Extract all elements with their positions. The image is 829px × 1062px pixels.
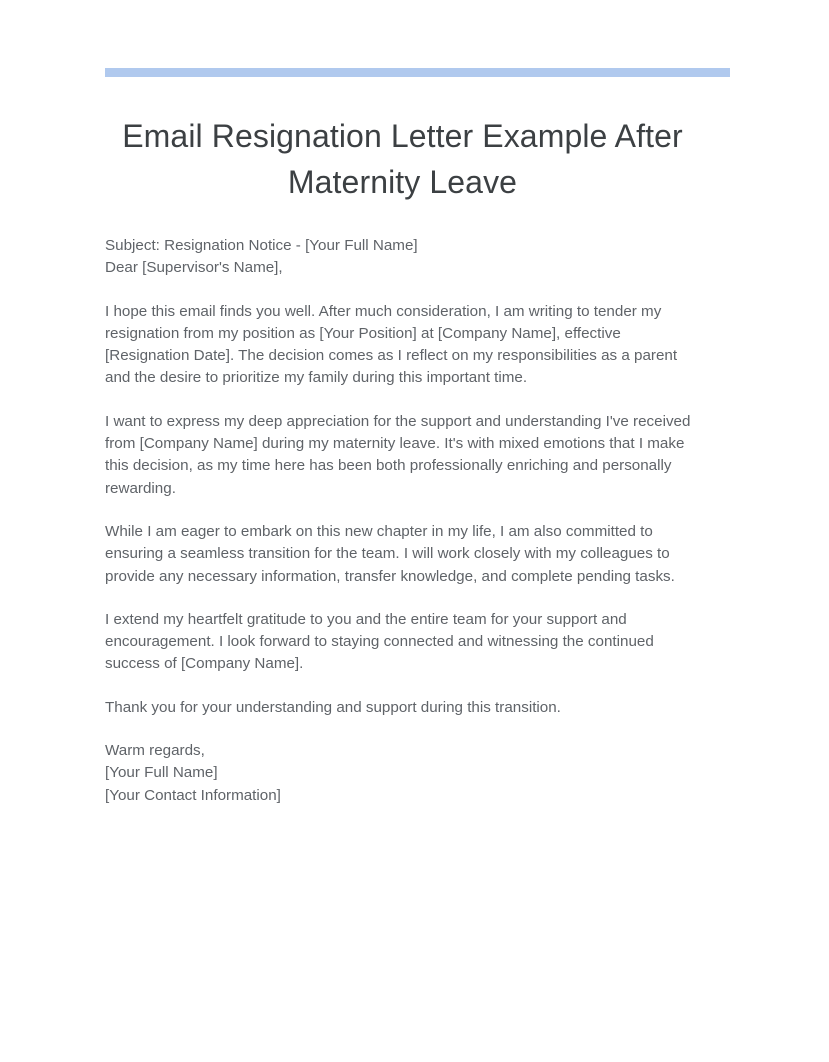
top-accent-rule <box>105 68 730 77</box>
signature-contact: [Your Contact Information] <box>105 786 281 804</box>
body-paragraph: Thank you for your understanding and support during this transition. <box>105 698 561 716</box>
body-paragraph: While I am eager to embark on this new chapter in my life, I am also committed to ensuring a seamless transition for the team. I will work closely with my colleagues to provide any necessary information, transfer knowledge, and complete pending tasks. <box>105 522 675 585</box>
page-title: Email Resignation Letter Example After Maternity Leave <box>122 118 683 200</box>
subject-line: Subject: Resignation Notice - [Your Full Name] <box>105 237 418 254</box>
email-header-block <box>105 235 699 280</box>
letter-body <box>105 235 699 807</box>
signature-name: [Your Full Name] <box>105 764 218 782</box>
body-paragraph: I want to express my deep appreciation for the support and understanding I've received from [Company Name] during my maternity leave. It's with mixed emotions that I make this decision, as my time here has been both professionally enriching and personally rewarding. <box>105 412 691 497</box>
content-column <box>105 0 730 807</box>
body-paragraph: I hope this email finds you well. After much consideration, I am writing to tender my resignation from my position as [Your Position] at [Company Name], effective [Resignation Date]. The decision comes as I reflect on my responsibilities as a parent and the desire to prioritize my family during this important time. <box>105 302 678 387</box>
body-paragraph: I extend my heartfelt gratitude to you and the entire team for your support and encouragement. I look forward to staying connected and witnessing the continued success of [Company Name]. <box>105 610 654 673</box>
salutation-line: Dear [Supervisor's Name], <box>105 259 283 277</box>
signature-block <box>105 740 699 807</box>
signature-closing: Warm regards, <box>105 742 205 760</box>
